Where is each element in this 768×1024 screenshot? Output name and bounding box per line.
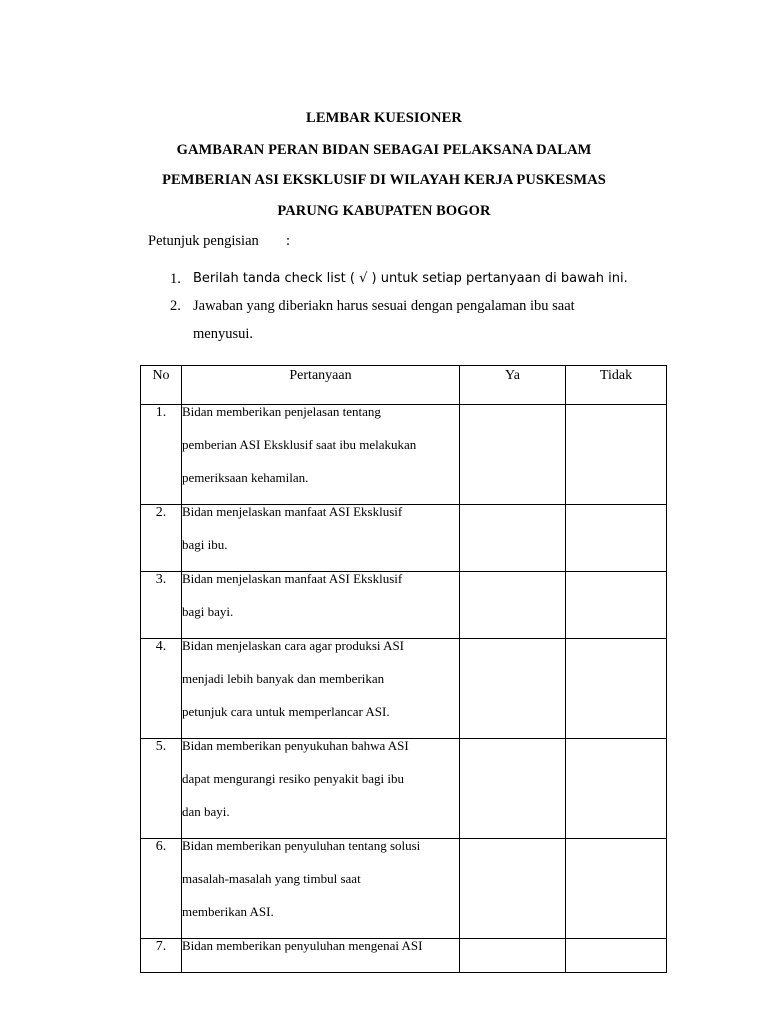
answer-yes-cell[interactable] (460, 639, 566, 739)
instruction-text: Berilah tanda check list ( √ ) untuk setiap pertanyaan di bawah ini. (193, 271, 628, 286)
instruction-number: 2. (170, 298, 181, 314)
answer-no-cell[interactable] (566, 405, 667, 505)
instruction-text: Jawaban yang diberiakn harus sesuai dengan pengalaman ibu saat (193, 298, 575, 314)
table-row (141, 505, 667, 572)
questionnaire-table (140, 365, 667, 973)
question-line: Bidan memberikan penyuluhan tentang solusi (182, 838, 421, 853)
answer-no-cell[interactable] (566, 839, 667, 939)
question-line: pemeriksaan kehamilan. (182, 470, 309, 485)
header-no-answer: Tidak (566, 366, 667, 405)
answer-no-cell[interactable] (566, 939, 667, 973)
table-row (141, 939, 667, 973)
instructions-colon: : (286, 233, 291, 249)
document-subtitle-line-3: PARUNG KABUPATEN BOGOR (277, 203, 491, 219)
table-row (141, 572, 667, 639)
question-line: Bidan menjelaskan manfaat ASI Eksklusif (182, 571, 403, 586)
answer-yes-cell[interactable] (460, 505, 566, 572)
header-no: No (141, 366, 182, 405)
answer-no-cell[interactable] (566, 639, 667, 739)
row-number: 2. (141, 505, 182, 572)
instruction-number: 1. (170, 271, 181, 287)
row-number: 3. (141, 572, 182, 639)
row-number: 7. (141, 939, 182, 973)
question-line: masalah-masalah yang timbul saat (182, 871, 361, 886)
header-question: Pertanyaan (182, 366, 460, 405)
answer-yes-cell[interactable] (460, 839, 566, 939)
table-row (141, 739, 667, 839)
table-row (141, 639, 667, 739)
question-line: pemberian ASI Eksklusif saat ibu melakukan (182, 437, 417, 452)
question-cell (182, 405, 460, 505)
question-cell (182, 839, 460, 939)
question-cell (182, 639, 460, 739)
answer-yes-cell[interactable] (460, 739, 566, 839)
question-line: Bidan memberikan penjelasan tentang (182, 404, 381, 419)
question-line: dapat mengurangi resiko penyakit bagi ibu (182, 771, 405, 786)
document-subtitle-line-2: PEMBERIAN ASI EKSKLUSIF DI WILAYAH KERJA PUSKESMAS (162, 172, 606, 188)
document-title: LEMBAR KUESIONER (306, 110, 462, 126)
table-row (141, 405, 667, 505)
instruction-text: menyusui. (193, 326, 254, 342)
document-subtitle-line-1: GAMBARAN PERAN BIDAN SEBAGAI PELAKSANA DALAM (176, 142, 592, 158)
row-number: 1. (141, 405, 182, 505)
answer-no-cell[interactable] (566, 572, 667, 639)
question-cell (182, 572, 460, 639)
answer-no-cell[interactable] (566, 739, 667, 839)
row-number: 5. (141, 739, 182, 839)
question-line: Bidan menjelaskan manfaat ASI Eksklusif (182, 504, 403, 519)
header-yes: Ya (460, 366, 566, 405)
question-line: Bidan memberikan penyukuhan bahwa ASI (182, 738, 409, 753)
question-cell (182, 505, 460, 572)
question-line: menjadi lebih banyak dan memberikan (182, 671, 385, 686)
question-line: dan bayi. (182, 804, 230, 819)
answer-no-cell[interactable] (566, 505, 667, 572)
table-row (141, 839, 667, 939)
question-line: Bidan memberikan penyuluhan mengenai ASI (182, 938, 423, 953)
question-line: Bidan menjelaskan cara agar produksi ASI (182, 638, 405, 653)
table-header-row (141, 366, 667, 405)
row-number: 4. (141, 639, 182, 739)
row-number: 6. (141, 839, 182, 939)
answer-yes-cell[interactable] (460, 939, 566, 973)
question-cell (182, 739, 460, 839)
question-line: bagi bayi. (182, 604, 234, 619)
question-cell (182, 939, 460, 973)
question-line: petunjuk cara untuk memperlancar ASI. (182, 704, 390, 719)
instructions-label: Petunjuk pengisian (148, 233, 259, 249)
question-line: bagi ibu. (182, 537, 228, 552)
answer-yes-cell[interactable] (460, 405, 566, 505)
question-line: memberikan ASI. (182, 904, 274, 919)
answer-yes-cell[interactable] (460, 572, 566, 639)
